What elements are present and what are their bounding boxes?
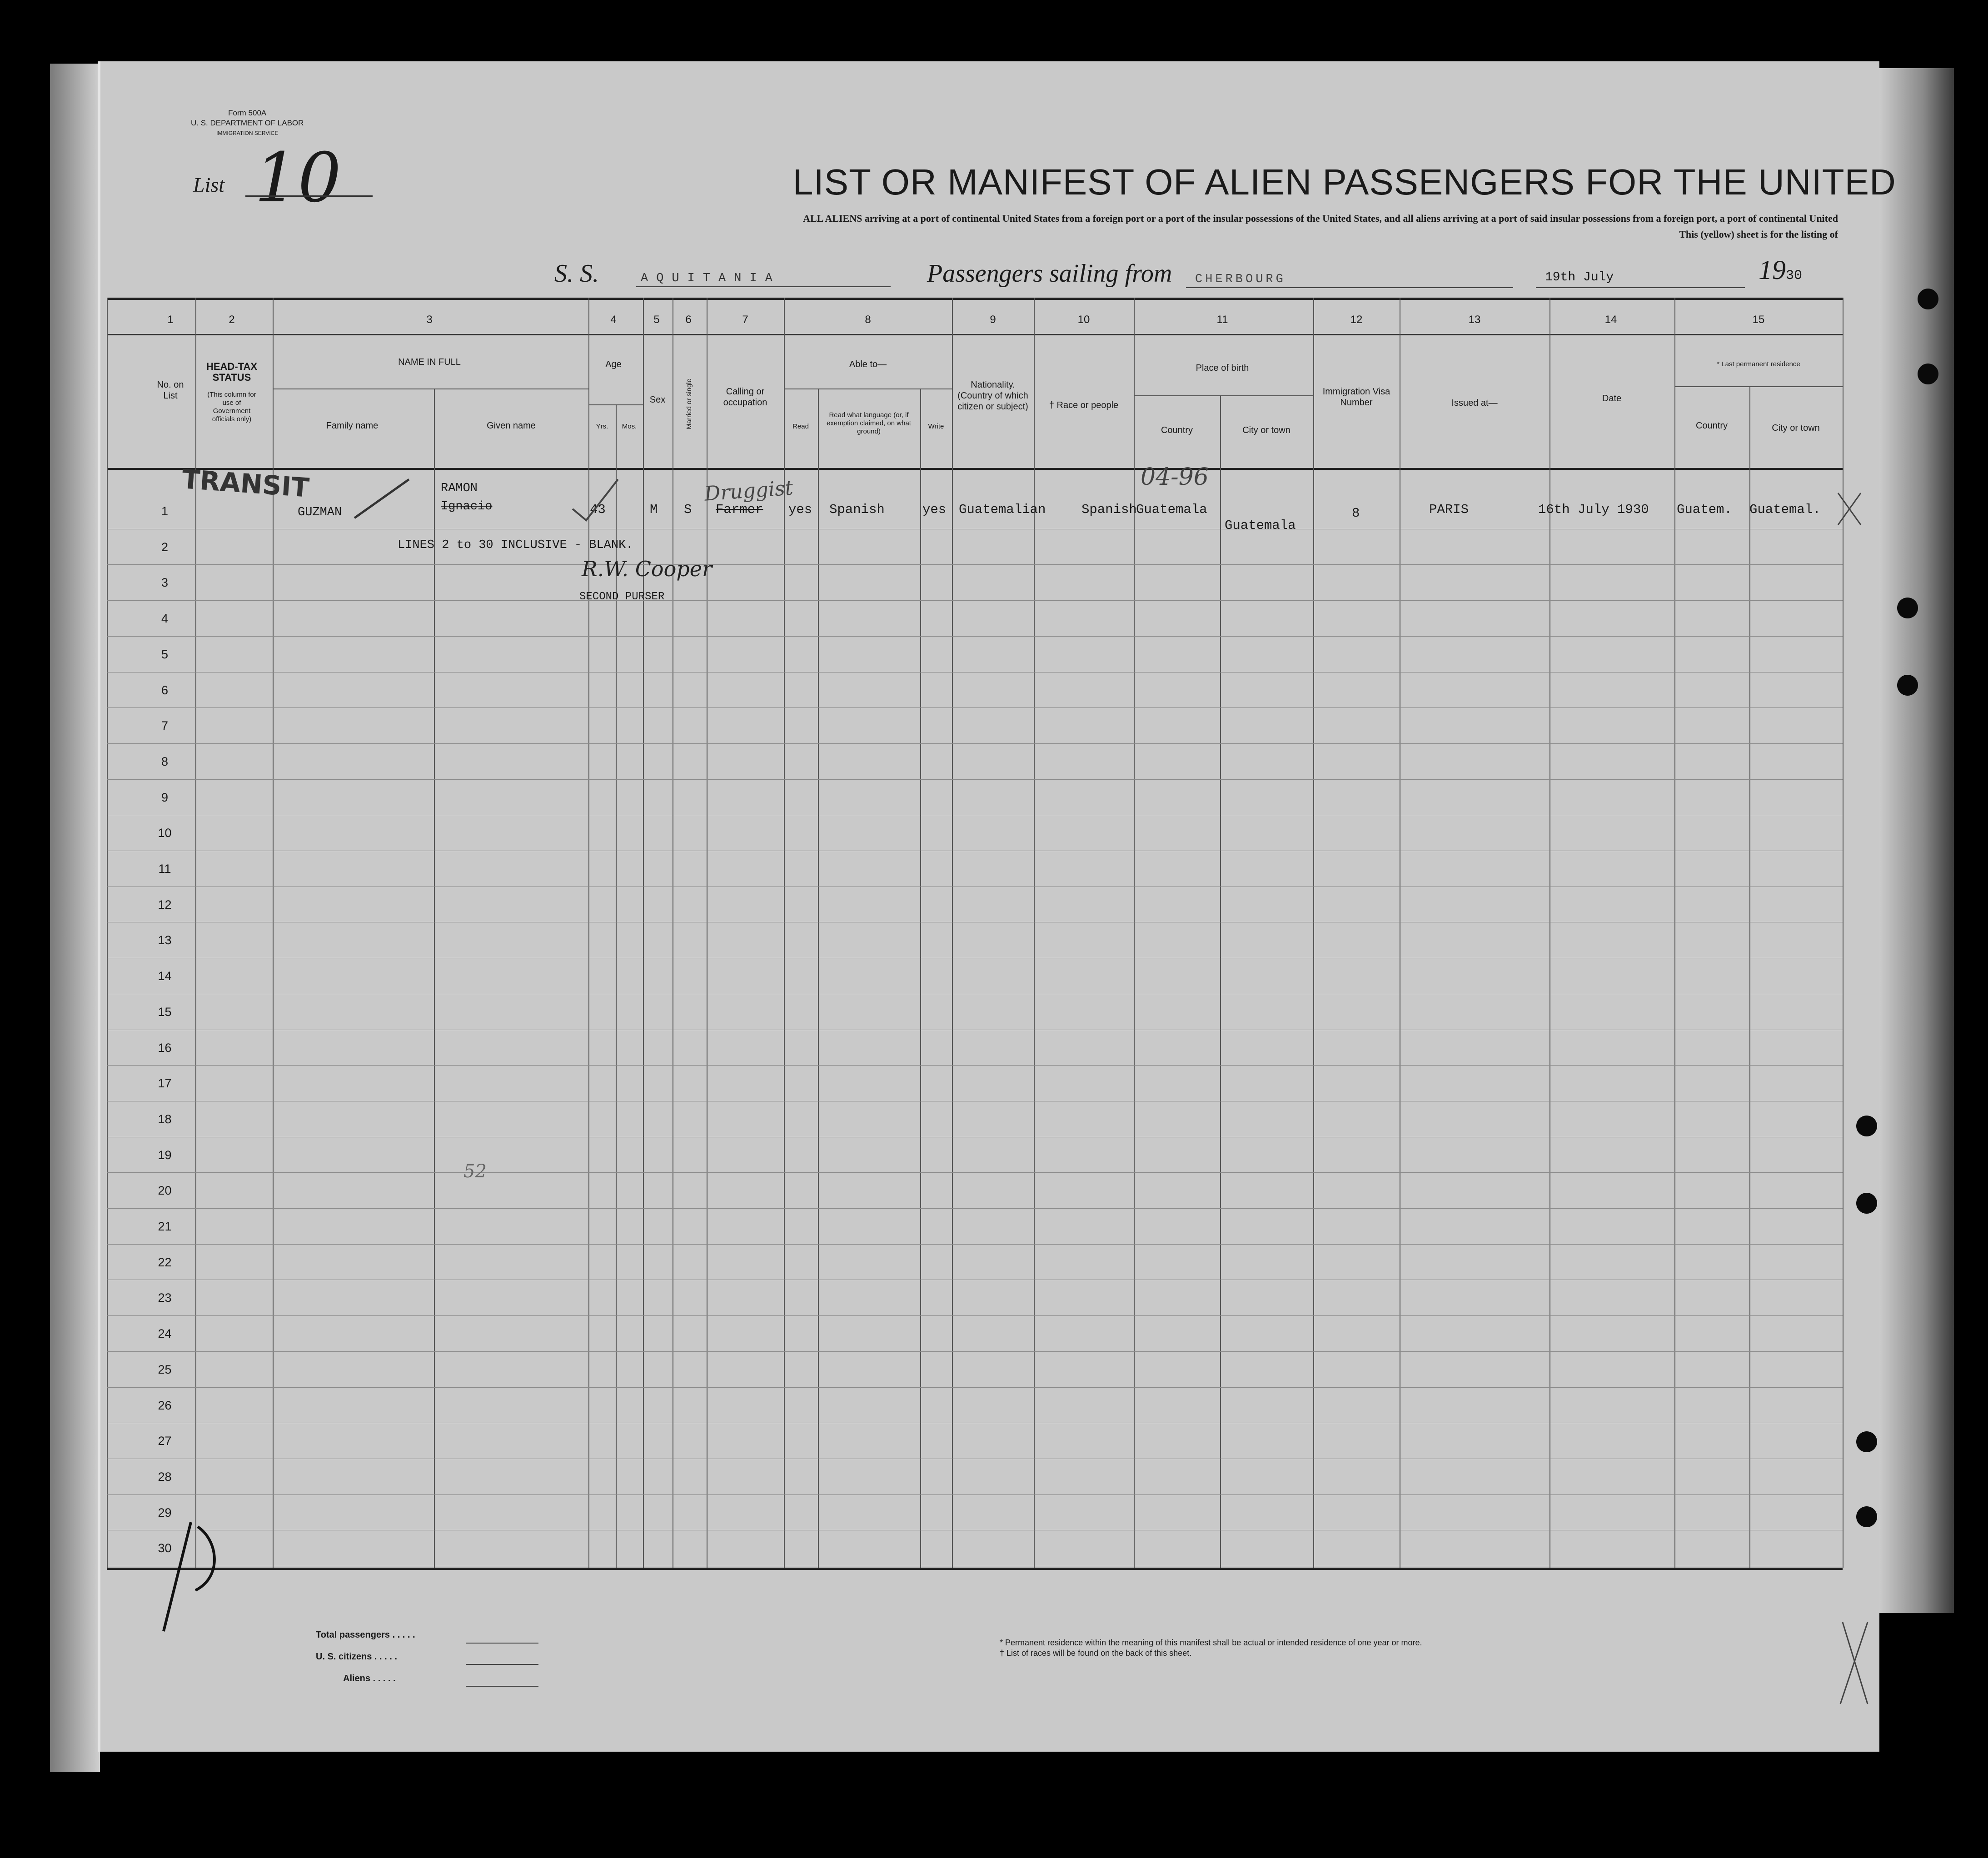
row-number: 8 — [161, 754, 169, 768]
list-underline — [245, 195, 373, 197]
column-divider — [818, 389, 819, 1568]
row-rule — [107, 564, 1843, 565]
passenger-residence-country: Guatem. — [1677, 502, 1732, 517]
total-passengers-line — [466, 1643, 538, 1644]
punch-hole-icon — [1856, 1431, 1877, 1452]
header-residence-country: Country — [1695, 421, 1728, 431]
row-number: 18 — [158, 1112, 172, 1126]
passenger-occupation-handwritten: Druggist — [703, 476, 794, 506]
port-underline — [1186, 287, 1513, 288]
page-edge-left — [50, 64, 100, 1772]
row-number: 7 — [161, 719, 169, 733]
date-underline — [1536, 287, 1745, 288]
birth-subheader-rule — [1134, 395, 1313, 396]
column-number: 8 — [865, 314, 871, 326]
column-divider — [434, 389, 435, 1568]
birth-code-annotation: 04-96 — [1141, 463, 1209, 491]
row-rule — [107, 1315, 1843, 1316]
header-head-tax-status: HEAD-TAX STATUS — [206, 361, 258, 383]
us-citizens-label: U. S. citizens . . . . . — [316, 1652, 397, 1662]
column-number: 2 — [229, 314, 235, 326]
form-meta — [191, 108, 304, 138]
column-divider — [1843, 298, 1844, 1568]
column-number: 6 — [685, 314, 692, 326]
aliens-line — [466, 1686, 538, 1687]
punch-hole-icon — [1918, 364, 1938, 384]
passenger-visa-date: 16th July 1930 — [1538, 502, 1649, 517]
column-number: 14 — [1604, 314, 1617, 326]
row-rule — [107, 1208, 1843, 1209]
header-last-residence: * Last permanent residence — [1717, 360, 1800, 368]
header-no-on-list: No. on List — [157, 380, 184, 401]
row-number: 1 — [161, 504, 169, 518]
row-number: 29 — [158, 1505, 172, 1519]
handwritten-mark-icon — [154, 1513, 227, 1640]
header-calling-occupation: Calling or occupation — [723, 387, 767, 408]
column-divider — [920, 389, 921, 1568]
column-divider — [1674, 298, 1675, 1568]
total-passengers-label: Total passengers . . . . . — [316, 1630, 415, 1640]
row-number: 4 — [161, 612, 169, 626]
header-sex: Sex — [649, 395, 666, 405]
column-divider — [1134, 298, 1135, 1568]
passenger-age: 43 — [590, 502, 606, 517]
column-number: 4 — [610, 314, 617, 326]
us-citizens-line — [466, 1664, 538, 1665]
row-number: 28 — [158, 1469, 172, 1484]
ship-name: AQUITANIA — [641, 272, 781, 285]
check-mark-icon — [350, 477, 414, 523]
row-number: 6 — [161, 683, 169, 697]
column-number: 13 — [1468, 314, 1481, 326]
column-number: 15 — [1752, 314, 1765, 326]
head-tax-stamp: TRANSIT — [180, 463, 310, 503]
lines-blank-note: LINES 2 to 30 INCLUSIVE - BLANK. — [398, 538, 633, 552]
header-married-or-single: Married or single — [685, 379, 693, 429]
passenger-can-write: yes — [922, 502, 947, 517]
table-top-border — [107, 298, 1843, 300]
passenger-can-read: yes — [788, 502, 812, 517]
row-number: 3 — [161, 576, 169, 590]
punch-hole-icon — [1897, 598, 1918, 618]
row-number: 9 — [161, 790, 169, 804]
header-write: Write — [928, 423, 944, 430]
row-rule — [107, 1065, 1843, 1066]
row-number: 24 — [158, 1327, 172, 1341]
row-number: 15 — [158, 1005, 172, 1019]
residence-subheader-rule — [1674, 386, 1843, 387]
row-number: 12 — [158, 897, 172, 912]
column-divider — [1313, 298, 1314, 1568]
list-label: List — [193, 173, 225, 196]
row-rule — [107, 1351, 1843, 1352]
header-age-yrs: Yrs. — [596, 423, 608, 430]
row-number: 30 — [158, 1541, 172, 1555]
column-divider — [1749, 386, 1750, 1568]
column-number: 1 — [167, 314, 174, 326]
passenger-birth-city: Guatemala — [1225, 518, 1296, 533]
header-bottom-border — [107, 468, 1843, 470]
header-residence-city: City or town — [1772, 423, 1820, 433]
punch-hole-icon — [1918, 289, 1938, 309]
footnote-races: † List of races will be found on the back of this sheet. — [1000, 1649, 1192, 1658]
age-subheader-rule — [588, 404, 643, 405]
passenger-birth-country: Guatemala — [1136, 502, 1207, 517]
row-number: 25 — [158, 1362, 172, 1376]
column-number: 7 — [742, 314, 748, 326]
aliens-label: Aliens . . . . . — [343, 1674, 396, 1684]
row-number: 10 — [158, 826, 172, 840]
header-date: Date — [1602, 394, 1622, 403]
passenger-sex: M — [650, 502, 658, 517]
passenger-given-name-struck: Ignacio — [441, 500, 493, 513]
footnote-residence: * Permanent residence within the meaning of this manifest shall be actual or intended residence of one year or more. — [1000, 1638, 1422, 1647]
row-number: 19 — [158, 1148, 172, 1162]
row-number: 22 — [158, 1255, 172, 1269]
row-rule — [107, 1244, 1843, 1245]
passenger-race: Spanish — [1081, 502, 1137, 517]
column-divider — [1220, 395, 1221, 1568]
header-birth-city: City or town — [1242, 425, 1290, 435]
year-suffix: 30 — [1786, 268, 1803, 284]
row-number: 21 — [158, 1220, 172, 1233]
service-name: IMMIGRATION SERVICE — [216, 130, 279, 136]
passenger-occupation-struck: Farmer — [716, 502, 763, 517]
passenger-given-name: RAMON — [441, 482, 478, 495]
row-number: 5 — [161, 647, 169, 661]
column-divider — [643, 298, 644, 1568]
header-nationality: Nationality. (Country of which citizen or subject) — [957, 380, 1028, 412]
table-bottom-border — [107, 1568, 1843, 1570]
row-number: 17 — [158, 1076, 172, 1091]
sailing-date: 19th July — [1545, 270, 1614, 284]
header-read: Read — [792, 423, 809, 430]
departure-port: CHERBOURG — [1195, 273, 1286, 286]
department-name: U. S. DEPARTMENT OF LABOR — [191, 119, 304, 127]
row-number: 26 — [158, 1398, 172, 1412]
row-number: 13 — [158, 933, 172, 947]
second-purser-label: SECOND PURSER — [579, 591, 665, 603]
row-rule — [107, 1387, 1843, 1388]
header-place-of-birth: Place of birth — [1196, 363, 1249, 373]
row-number: 27 — [158, 1434, 172, 1448]
punch-hole-icon — [1856, 1116, 1877, 1136]
passenger-visa-issued-at: PARIS — [1429, 502, 1469, 517]
page-edge-right — [1877, 68, 1954, 1613]
row-number: 2 — [161, 540, 169, 554]
x-mark-icon — [1836, 491, 1863, 527]
subtitle-line-1: ALL ALIENS arriving at a port of continental United States from a foreign port or a port of the insular possessions of the United States, and all aliens arriving at a port of said insular possessions from a foreign port, a port of continental United — [803, 213, 1838, 224]
year-prefix: 19 — [1759, 255, 1786, 285]
header-race: † Race or people — [1049, 400, 1119, 410]
list-number: 10 — [254, 139, 341, 218]
column-number: 9 — [990, 314, 996, 326]
header-age-mos: Mos. — [622, 423, 637, 430]
header-visa-number: Immigration Visa Number — [1322, 387, 1390, 408]
header-head-tax-note: (This column for use of Government officials only) — [207, 391, 256, 423]
row-rule — [107, 1494, 1843, 1495]
punch-hole-icon — [1856, 1193, 1877, 1214]
column-divider — [107, 298, 108, 1568]
header-given-name: Given name — [487, 421, 536, 431]
passenger-language: Spanish — [829, 502, 885, 517]
column-divider — [952, 298, 953, 1568]
column-number: 10 — [1077, 314, 1090, 326]
row-number: 20 — [158, 1184, 172, 1198]
form-number: Form 500A — [228, 109, 267, 117]
passenger-visa-number: 8 — [1352, 506, 1360, 521]
row-number: 11 — [158, 862, 171, 876]
passenger-marital-status: S — [684, 502, 692, 517]
x-mark-icon — [1836, 1618, 1872, 1709]
sailing-label: Passengers sailing from — [927, 259, 1172, 288]
stamp-number: 52 — [463, 1161, 487, 1182]
row-rule — [107, 1172, 1843, 1173]
header-age: Age — [605, 359, 622, 369]
column-number: 3 — [426, 314, 433, 326]
header-able-to: Able to— — [849, 359, 887, 369]
column-divider — [1034, 298, 1035, 1568]
header-read-language: Read what language (or, if exemption claimed, on what ground) — [827, 411, 911, 435]
column-number: 5 — [653, 314, 660, 326]
header-name-in-full: NAME IN FULL — [398, 357, 461, 367]
row-number: 14 — [158, 969, 172, 983]
passenger-residence-city: Guatemal. — [1749, 502, 1821, 517]
page-title: LIST OR MANIFEST OF ALIEN PASSENGERS FOR THE UNITED — [793, 162, 1896, 202]
ss-label: S. S. — [554, 259, 599, 288]
subtitle-line-2: This (yellow) sheet is for the listing of — [1679, 229, 1838, 240]
punch-hole-icon — [1856, 1506, 1877, 1527]
row-rule — [107, 743, 1843, 744]
header-birth-country: Country — [1161, 425, 1193, 435]
row-number: 23 — [158, 1291, 172, 1305]
row-rule — [107, 707, 1843, 708]
header-family-name: Family name — [326, 421, 379, 431]
ship-underline — [636, 286, 891, 287]
row-rule — [107, 636, 1843, 637]
header-issued-at: Issued at— — [1451, 398, 1498, 408]
punch-hole-icon — [1897, 675, 1918, 696]
column-number: 11 — [1216, 314, 1228, 326]
passenger-nationality: Guatemalian — [959, 502, 1046, 517]
row-number: 16 — [158, 1041, 172, 1055]
column-number-divider — [107, 334, 1843, 335]
check-mark-icon — [568, 477, 623, 523]
passenger-family-name: GUZMAN — [298, 506, 342, 519]
row-rule — [107, 600, 1843, 601]
column-number: 12 — [1350, 314, 1363, 326]
row-rule — [107, 779, 1843, 780]
sailing-year — [1759, 254, 1802, 286]
purser-signature: R.W. Cooper — [582, 557, 712, 581]
